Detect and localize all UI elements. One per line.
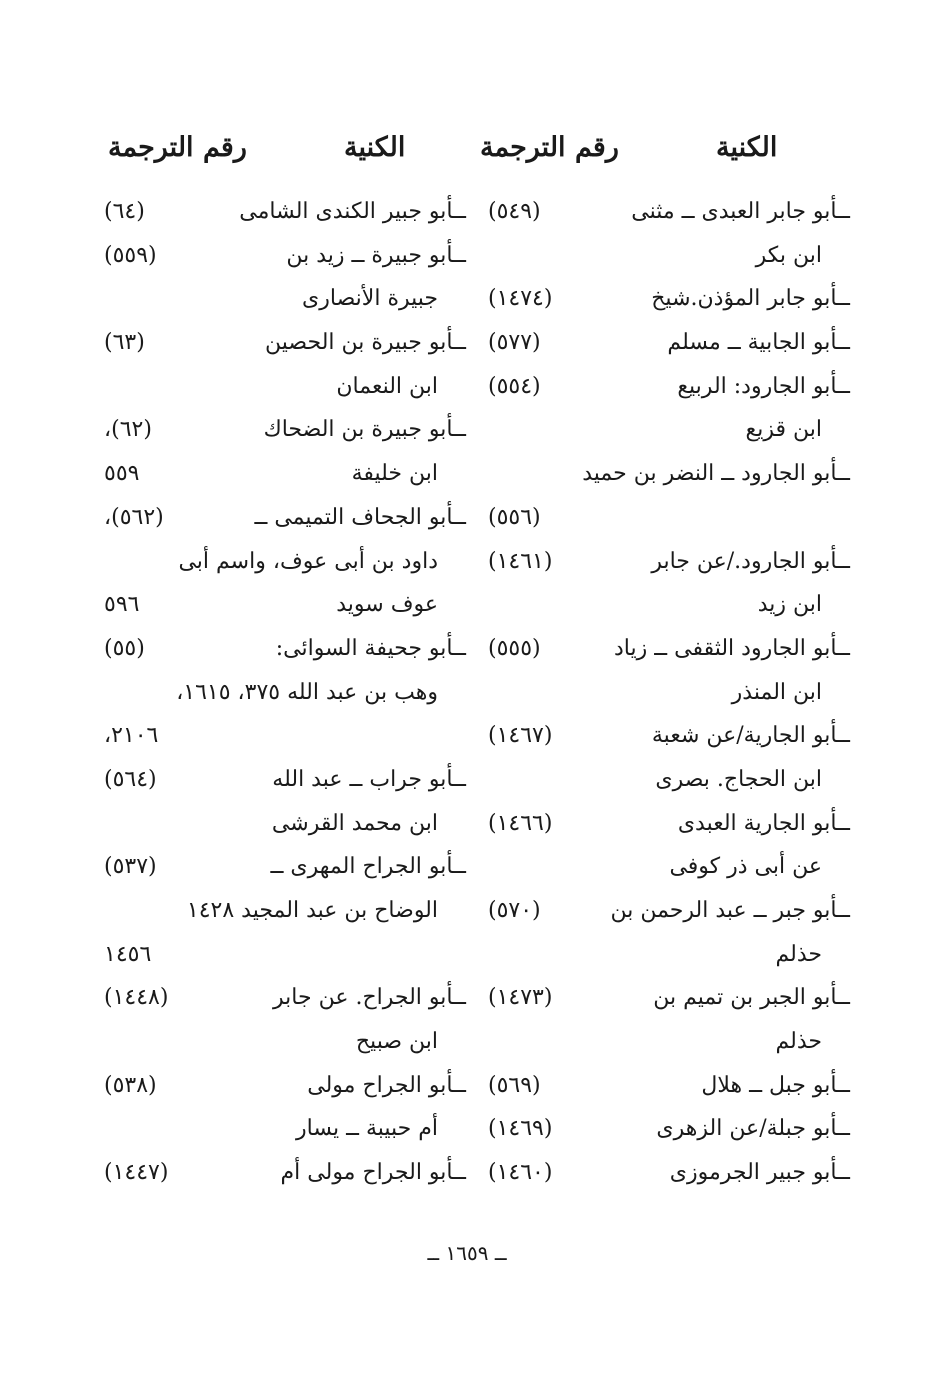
entry-number: (٥٤٩) — [488, 199, 541, 224]
entry-number: (١٤٧٤) — [488, 286, 553, 312]
entry-row — [488, 802, 850, 846]
entry-name: ابن بكر — [755, 242, 822, 268]
entry-name: ــأبو الجبر بن تميم بن — [653, 985, 850, 1011]
header-kunya-left: الكنية — [344, 132, 406, 163]
entry-row — [104, 845, 466, 889]
entry-name: ــأبو جبيرة ــ زيد بن — [286, 242, 466, 268]
entry-row — [488, 889, 850, 933]
entry-number: (٥٣٨) — [104, 1072, 157, 1098]
entry-number: ٥٥٩ — [104, 461, 140, 487]
entry-row — [488, 627, 850, 671]
entry-name: ــأبو جبلة/عن الزهرى — [656, 1116, 850, 1142]
header-tarjama-right: رقم الترجمة — [480, 132, 619, 163]
entry-number: (١٤٤٨) — [104, 985, 169, 1011]
entry-row — [488, 671, 850, 715]
entry-name: ــأبو الجارود ــ النضر بن حميد — [582, 461, 850, 487]
entry-number: ٥٩٦ — [104, 592, 140, 618]
entry-number: (٦٤) — [104, 199, 145, 224]
entry-number: ٢١٠٦، — [104, 723, 159, 749]
entry-name: ــأبو جبير الكندى الشامى — [239, 199, 466, 224]
entry-name: ابن خليفة — [351, 461, 438, 487]
entry-number: (١٤٦٧) — [488, 723, 553, 749]
entry-row — [104, 452, 466, 496]
entry-name: ابن المنذر — [731, 679, 822, 705]
entry-name: ــأبو الجارود./عن جابر — [651, 548, 850, 574]
entry-name: ــأبو جبير الجرموزى — [669, 1160, 850, 1186]
entry-name: ــأبو جبيرة بن الحصين — [265, 330, 466, 356]
entry-name: حذلم — [775, 941, 822, 967]
entry-name: ــأبو الجابية ــ مسلم — [667, 330, 850, 356]
entry-name: ــأبو جحيفة السوائى: — [275, 635, 466, 661]
entry-row — [104, 277, 466, 321]
entry-number: (١٤٦٩) — [488, 1116, 553, 1142]
entry-row — [488, 933, 850, 977]
entry-row — [104, 408, 466, 452]
entry-row — [488, 234, 850, 278]
entry-number: (٦٢)، — [104, 417, 152, 443]
entry-row — [488, 452, 850, 496]
entry-name: ــأبو الجارود: الربيع — [677, 373, 850, 399]
entry-name: ابن قزيع — [745, 417, 822, 443]
entry-row — [104, 1107, 466, 1151]
entry-name: داود بن أبى عوف، واسم أبى — [178, 548, 438, 574]
header-tarjama-left: رقم الترجمة — [108, 132, 247, 163]
entry-row — [488, 1064, 850, 1108]
entry-name: ــأبو جبيرة بن الضحاك — [263, 417, 466, 443]
entry-row — [104, 365, 466, 409]
entry-row — [488, 277, 850, 321]
entry-row — [104, 1020, 466, 1064]
entry-name: عوف سويد — [336, 592, 438, 618]
entry-name: أم حبيبة ــ يسار — [296, 1116, 438, 1142]
entry-number: (٦٣) — [104, 330, 145, 356]
entry-name: ــأبو الجحاف التميمى ــ — [254, 504, 466, 530]
entry-row — [488, 365, 850, 409]
entry-row — [104, 802, 466, 846]
entry-row — [488, 1151, 850, 1195]
entry-name: ــأبو الجراح المهرى ــ — [270, 854, 466, 880]
entry-row — [104, 671, 466, 715]
entry-row — [104, 540, 466, 584]
entry-name: ــأبو جبر ــ عبد الرحمن بن — [610, 898, 850, 923]
left-column — [104, 190, 466, 1195]
entry-row — [488, 845, 850, 889]
entry-name: ــأبو الجراح مولى أم — [280, 1160, 466, 1186]
entry-name: ابن زيد — [757, 592, 822, 618]
entry-number: (٥٦٢)، — [104, 504, 164, 530]
entry-number: (٥٥٦) — [488, 504, 541, 530]
entry-row — [104, 1151, 466, 1195]
entry-number: (١٤٦٠) — [488, 1160, 553, 1186]
entry-number: (٥٥٤) — [488, 373, 541, 399]
entry-row — [488, 714, 850, 758]
entry-number: (٥٥٩) — [104, 242, 157, 268]
entry-name: ابن الحجاج. بصرى — [655, 766, 822, 792]
entry-row — [488, 1020, 850, 1064]
entry-row — [104, 234, 466, 278]
entry-number: (١٤٧٣) — [488, 985, 553, 1011]
entry-number: (٥٧٠) — [488, 898, 541, 923]
entry-name: حذلم — [775, 1029, 822, 1055]
entry-name: ــأبو جراب ــ عبد الله — [272, 766, 466, 792]
right-column — [488, 190, 850, 1195]
entry-row — [104, 627, 466, 671]
entry-name: ابن صبيح — [355, 1029, 438, 1055]
entry-row — [488, 540, 850, 584]
entry-row — [488, 758, 850, 802]
entry-row — [488, 190, 850, 234]
entry-number: ١٤٥٦ — [104, 941, 152, 967]
entry-name: ــأبو الجارود الثقفى ــ زياد — [613, 635, 850, 661]
entry-name: ابن النعمان — [336, 373, 438, 399]
entry-number: (٥٧٧) — [488, 330, 541, 356]
entry-row — [488, 321, 850, 365]
entry-number: (٥٥) — [104, 635, 145, 661]
entry-name: ــأبو الجراح. عن جابر — [273, 985, 466, 1011]
entry-name: ابن محمد القرشى — [271, 810, 438, 836]
page-number: ــ ١٦٥٩ ــ — [427, 1241, 507, 1265]
entry-row — [488, 496, 850, 540]
entry-row — [104, 714, 466, 758]
entry-row — [104, 976, 466, 1020]
entry-name: ــأبو جابر العبدى ــ مثنى — [631, 199, 850, 224]
entry-name: جبيرة الأنصارى — [302, 286, 438, 312]
entry-row — [488, 408, 850, 452]
entry-row — [104, 496, 466, 540]
entry-number: (١٤٦١) — [488, 548, 553, 574]
entry-name: ــأبو جابر المؤذن.شيخ — [651, 286, 850, 312]
entry-row — [488, 976, 850, 1020]
entry-row — [104, 190, 466, 234]
entry-number: (٥٦٤) — [104, 766, 157, 792]
entry-name: ــأبو الجارية/عن شعبة — [651, 723, 850, 749]
entry-name: ــأبو الجراح مولى — [307, 1072, 466, 1098]
entry-row — [104, 321, 466, 365]
entry-row — [104, 758, 466, 802]
entry-name: وهب بن عبد الله ٣٧٥، ١٦١٥، — [176, 679, 438, 705]
entry-row — [104, 889, 466, 933]
entry-number: (١٤٤٧) — [104, 1160, 169, 1186]
entry-name: عن أبى ذر كوفى — [669, 854, 822, 880]
entry-number: (٥٣٧) — [104, 854, 157, 880]
entry-name: ــأبو جبل ــ هلال — [701, 1072, 850, 1098]
entry-row — [104, 583, 466, 627]
entry-row — [104, 1064, 466, 1108]
entry-name: ــأبو الجارية العبدى — [677, 810, 850, 836]
entry-row — [488, 583, 850, 627]
entry-name: الوضاح بن عبد المجيد ١٤٢٨ — [186, 898, 438, 923]
entry-number: (٥٥٥) — [488, 635, 541, 661]
entry-row — [488, 1107, 850, 1151]
entry-number: (٥٦٩) — [488, 1072, 541, 1098]
header-kunya-right: الكنية — [716, 132, 778, 163]
entry-row — [104, 933, 466, 977]
entry-number: (١٤٦٦) — [488, 810, 553, 836]
